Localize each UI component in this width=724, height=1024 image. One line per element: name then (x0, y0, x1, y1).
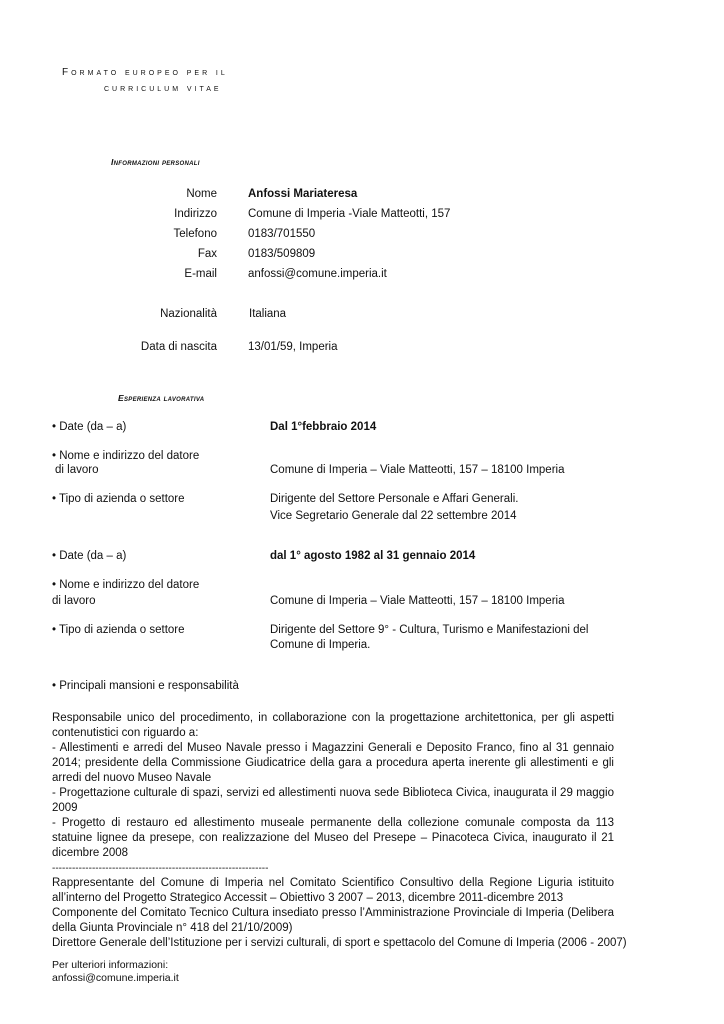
job1-date-label: • Date (da – a) (52, 421, 127, 433)
value-nome: Anfossi Mariateresa (248, 188, 358, 200)
value-email: anfossi@comune.imperia.it (248, 268, 387, 280)
paragraph: - Allestimenti e arredi del Museo Navale presso i Magazzini Generali e Deposito Franco, fino al 31 gennaio 2014; presidente della Commissione Giudicatrice della gara a procedura aperta inerente gli allestimenti e gli arredi del nuovo Museo Navale (52, 742, 614, 784)
value-data-nascita: 13/01/59, Imperia (248, 341, 338, 353)
label-telefono: Telefono (173, 228, 217, 240)
job2-employer: Comune di Imperia – Viale Matteotti, 157 – 18100 Imperia (270, 595, 565, 607)
job1-employer-label-2: di lavoro (55, 464, 99, 476)
job1-sector-2: Vice Segretario Generale dal 22 settembre 2014 (270, 510, 517, 522)
job1-employer-label: • Nome e indirizzo del datore (52, 450, 200, 462)
label-data-nascita: Data di nascita (140, 341, 217, 353)
section-personal-info: Informazioni personali (111, 157, 200, 167)
job2-employer-label-2: di lavoro (52, 595, 96, 607)
section-experience: Esperienza lavorativa (118, 393, 205, 403)
job1-employer: Comune di Imperia – Viale Matteotti, 157 – 18100 Imperia (270, 464, 565, 476)
label-email: E-mail (184, 268, 217, 280)
paragraph: - Progettazione culturale di spazi, servizi ed allestimenti nuova sede Biblioteca Civica, inaugurata il 29 maggio 2009 (52, 787, 614, 814)
job2-employer-label: • Nome e indirizzo del datore (52, 579, 200, 591)
paragraph: Rappresentante del Comune di Imperia nel Comitato Scientifico Consultivo della Regione Liguria istituito all’interno del Progetto Strategico Accessit – Obiettivo 3 2007 – 2013, dicembre 2011-dicembre 2013 (52, 877, 614, 904)
duties-label: • Principali mansioni e responsabilità (52, 680, 239, 692)
cv-title-line1: Formato europeo per il (62, 67, 228, 78)
separator: ----------------------------------------------------------------- (52, 863, 269, 874)
job1-date: Dal 1°febbraio 2014 (270, 421, 377, 433)
label-indirizzo: Indirizzo (174, 208, 217, 220)
job2-sector-label: • Tipo di azienda o settore (52, 624, 185, 636)
value-indirizzo: Comune di Imperia -Viale Matteotti, 157 (248, 208, 451, 220)
value-fax: 0183/509809 (248, 248, 316, 260)
job1-sector-1: Dirigente del Settore Personale e Affari Generali. (270, 493, 519, 505)
duties-text (52, 711, 627, 951)
job2-date: dal 1° agosto 1982 al 31 gennaio 2014 (270, 550, 476, 562)
cv-title-line2: curriculum vitae (104, 83, 222, 94)
footer-info-label: Per ulteriori informazioni: (52, 959, 169, 971)
paragraph: - Progetto di restauro ed allestimento museale permanente della collezione comunale composta da 113 statuine lignee da presepe, con realizzazione del Museo del Presepe – Pinacoteca Civica, inaugurato il 21 dicembre 2008 (52, 817, 614, 859)
paragraph: Direttore Generale dell’Istituzione per i servizi culturali, di sport e spettacolo del Comune di Imperia (2006 - 2007) (52, 937, 627, 949)
job2-sector-2: Comune di Imperia. (270, 639, 371, 651)
value-nazionalita: Italiana (249, 308, 287, 320)
label-nazionalita: Nazionalità (160, 308, 217, 320)
label-fax: Fax (197, 248, 217, 260)
paragraph: Responsabile unico del procedimento, in collaborazione con la progettazione architettonica, per gli aspetti contenutistici con riguardo a: (52, 712, 614, 739)
job2-date-label: • Date (da – a) (52, 550, 127, 562)
label-nome: Nome (186, 188, 217, 200)
paragraph: Componente del Comitato Tecnico Cultura insediato presso l’Amministrazione Provinciale di Imperia (Delibera della Giunta Provinciale n° 418 del 21/10/2009) (52, 907, 614, 934)
value-telefono: 0183/701550 (248, 228, 316, 240)
job1-sector-label: • Tipo di azienda o settore (52, 493, 185, 505)
footer-email: anfossi@comune.imperia.it (52, 972, 179, 984)
job2-sector-1: Dirigente del Settore 9° - Cultura, Turismo e Manifestazioni del (270, 624, 589, 636)
